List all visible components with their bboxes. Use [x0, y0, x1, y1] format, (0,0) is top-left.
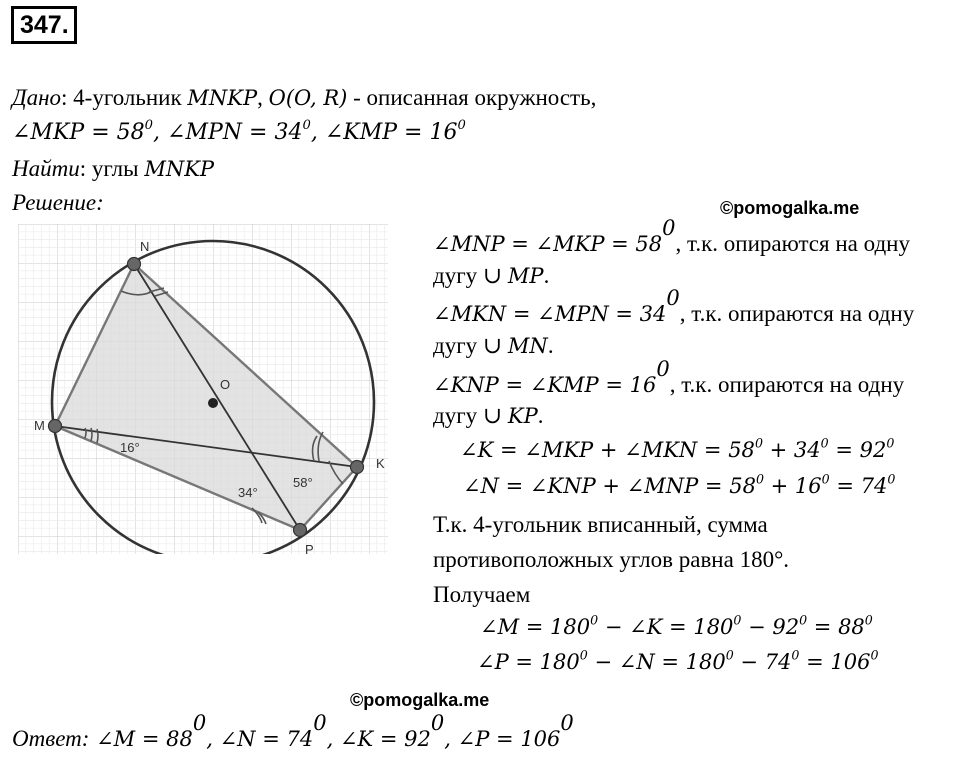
k-part-a: ∠K = ∠MKP + ∠MKN = 58 [460, 438, 755, 462]
arc-dot: . [537, 403, 544, 428]
degree-sup: 0 [733, 612, 742, 628]
p-part-c: − 74 [733, 650, 792, 674]
degree-sup: 0 [666, 286, 680, 310]
label-n: N [140, 239, 150, 254]
given-label: Дано [12, 85, 62, 110]
p-part-a: ∠P = 180 [477, 650, 580, 674]
answer-sep: , [444, 726, 458, 751]
degree-sup: 0 [656, 357, 670, 381]
angle-label-34: 34° [238, 485, 258, 500]
answer-angle: ∠P = 106 [457, 726, 561, 751]
m-part-c: − 92 [741, 615, 800, 639]
given-text: : 4-угольник [61, 85, 188, 110]
solution-step-2-arc [433, 334, 554, 357]
explanation-line-2: противоположных углов равна 180°. [433, 547, 790, 572]
step-2-reason: , т.к. опираются на одну [679, 300, 915, 326]
solution-step-1 [433, 216, 910, 256]
degree-sup: 0 [560, 711, 574, 735]
given-circle: O(O, R) [268, 86, 348, 110]
arc-name: MP [507, 264, 544, 288]
degree-sup: 0 [590, 612, 599, 628]
degree-sup: 0 [754, 435, 763, 451]
k-part-b: + 34 [762, 438, 821, 462]
find-quad: MNKP [144, 157, 215, 181]
degree-sup: 0 [725, 647, 734, 663]
degree-sup: 0 [864, 612, 873, 628]
given-tail: - описанная окружность, [347, 85, 597, 110]
n-part-a: ∠N = ∠KNP + ∠MNP = 58 [463, 474, 756, 498]
degree-sup: 0 [430, 711, 445, 735]
step-3-math: ∠KNP = ∠KMP = 16 [433, 372, 657, 397]
center-point-o [208, 398, 218, 408]
given-angle: ∠KMP = 16 [324, 120, 458, 145]
n-part-c: = 74 [829, 474, 888, 498]
watermark-bottom: ©pomogalka.me [350, 690, 490, 710]
degree-sup: 0 [887, 471, 896, 487]
label-k: K [376, 456, 385, 471]
given-angle: ∠MKP = 58 [12, 120, 145, 145]
given-quad: MNKP [187, 86, 258, 110]
degree-sup: 0 [192, 711, 207, 735]
n-part-b: + 16 [763, 474, 822, 498]
explanation-line-3: Получаем [433, 582, 531, 607]
degree-sup: 0 [457, 118, 466, 134]
degree-sup: 0 [870, 647, 879, 663]
arc-dot: . [547, 333, 554, 358]
given-angle-sep: , [310, 120, 325, 145]
degree-sup: 0 [791, 647, 800, 663]
solution-step-3-arc [433, 404, 544, 427]
solution-label-text: Решение [12, 190, 97, 215]
answer-angle: ∠K = 92 [339, 726, 431, 751]
degree-sup: 0 [886, 435, 895, 451]
answer-line [12, 711, 574, 751]
solution-step-1-arc [433, 264, 549, 287]
arc-text: дугу ∪ [433, 263, 508, 288]
m-part-a: ∠M = 180 [480, 615, 591, 639]
m-angle-result [480, 612, 873, 639]
label-m: M [34, 418, 45, 433]
degree-sup: 0 [302, 118, 311, 134]
solution-step-2 [433, 286, 915, 326]
degree-sup: 0 [144, 118, 154, 134]
find-label: Найти [12, 156, 80, 181]
degree-sup: 0 [755, 471, 764, 487]
label-o: O [220, 377, 231, 392]
k-angle-sum [460, 435, 895, 462]
find-text: : углы [79, 156, 145, 181]
degree-sup: 0 [662, 216, 676, 240]
answer-label: Ответ: [12, 725, 90, 751]
degree-sup: 0 [799, 612, 808, 628]
given-line-1 [12, 86, 596, 109]
angle-label-16: 16° [120, 440, 140, 455]
answer-angle: ∠M = 88 [89, 726, 193, 751]
step-1-reason: , т.к. опираются на одну [675, 230, 910, 256]
answer-angle: ∠N = 74 [219, 726, 314, 751]
arc-dot: . [543, 263, 550, 288]
arc-name: KP [507, 404, 538, 428]
watermark-top: ©pomogalka.me [720, 198, 860, 218]
answer-sep: , [206, 726, 220, 751]
degree-sup: 0 [579, 647, 588, 663]
degree-sup: 0 [820, 435, 829, 451]
degree-sup: 0 [313, 711, 327, 735]
find-line [12, 157, 214, 180]
given-angle: ∠MPN = 34 [167, 120, 303, 145]
answer-sep: , [326, 726, 340, 751]
arc-text: дугу ∪ [433, 333, 508, 358]
m-part-b: − ∠K = 180 [598, 615, 734, 639]
given-line-2 [12, 118, 466, 145]
problem-number: 347. [11, 6, 77, 44]
p-angle-result [477, 647, 879, 674]
given-angle-sep: , [153, 120, 168, 145]
m-part-d: = 88 [807, 615, 865, 639]
solution-label: Решение: [12, 190, 104, 215]
arc-text: дугу ∪ [433, 403, 508, 428]
step-1-math: ∠MNP = ∠MKP = 58 [433, 231, 663, 256]
k-part-c: = 92 [828, 438, 887, 462]
geometry-figure [18, 224, 408, 554]
step-3-reason: , т.к. опираются на одну [669, 371, 905, 397]
arc-name: MN [507, 334, 548, 358]
angle-label-58: 58° [293, 475, 313, 490]
given-sep: , [257, 85, 269, 110]
step-2-math: ∠MKN = ∠MPN = 34 [433, 301, 667, 326]
solution-step-3 [433, 357, 905, 397]
n-angle-sum [463, 471, 896, 498]
label-p: P [305, 542, 314, 554]
degree-sup: 0 [821, 471, 830, 487]
p-part-d: = 106 [799, 650, 871, 674]
p-part-b: − ∠N = 180 [587, 650, 726, 674]
explanation-line-1: Т.к. 4-угольник вписанный, сумма [433, 512, 768, 537]
